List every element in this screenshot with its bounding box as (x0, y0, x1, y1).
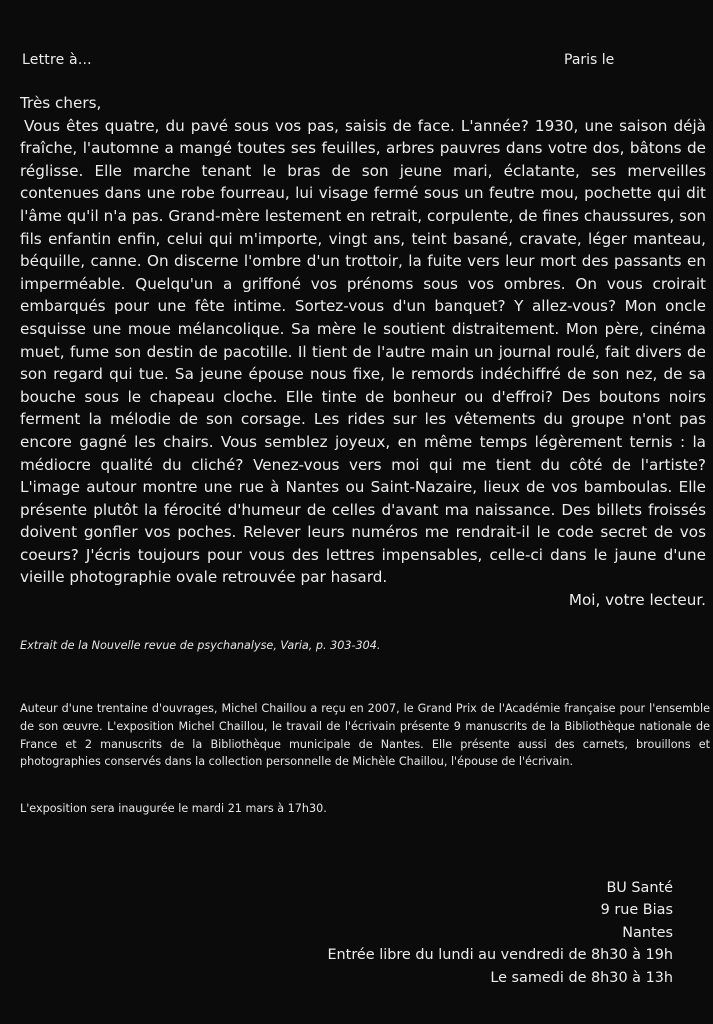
inauguration-notice: L'exposition sera inaugurée le mardi 21 mars à 17h30. (20, 802, 327, 815)
venue-city: Nantes (622, 924, 673, 941)
letter-salutation: Très chers, (20, 94, 102, 112)
opening-hours-weekdays: Entrée libre du lundi au vendredi de 8h30 à 19h (327, 947, 673, 964)
letter-block (20, 92, 706, 612)
source-citation: Extrait de la Nouvelle revue de psychanalyse, Varia, p. 303-304. (20, 639, 381, 652)
letter-signature: Moi, votre lecteur. (568, 591, 706, 610)
venue-street: 9 rue Bias (600, 902, 673, 919)
letter-place-date: Paris le (564, 52, 615, 68)
opening-hours-saturday: Le samedi de 8h30 à 13h (490, 969, 673, 986)
venue-name: BU Santé (606, 880, 673, 896)
letter-heading: Lettre à... (22, 52, 92, 68)
letter-body: Vous êtes quatre, du pavé sous vos pas, saisis de face. L'année? 1930, une saison déjà fraîche, l'automne a mangé toutes ses feuilles, arbres pauvres dans votre dos, bâtons de réglisse. Elle marche tenant le bras de son jeune mari, éclatante, ses merveilles contenues dans une robe fourreau, lui visage fermé sous un feutre mou, pochette qui dit l'âme qu'il n'a pas. Grand-mère lestement en retrait, corpulente, de fines chaussures, son fils enfantin enfin, celui qui m'importe, vingt ans, teint basané, cravate, léger manteau, béquille, canne. On discerne l'ombre d'un trottoir, la fuite vers leur mort des passants en imperméable. Quelqu'un a griffoné vos prénoms sous vos ombres. On vous croirait embarqués pour une fête intime. Sortez-vous d'un banquet? Y allez-vous? Mon oncle esquisse une moue mélancolique. Sa mère le soutient distraitement. Mon père, cinéma muet, fume son destin de pacotille. Il tient de l'autre main un journal roulé, fait divers de son regard qui tue. Sa jeune épouse nous fixe, le remords indéchiffré de son nez, de sa bouche sous le chapeau cloche. Elle tinte de bonheur ou d'effroi? Des boutons noirs ferment la mélodie de son corsage. Les rides sur les vêtements du groupe n'ont pas encore gagné les chairs. Vous semblez joyeux, en même temps légèrement ternis : la médiocre qualité du cliché? Venez-vous vers moi qui me tient du côté de l'artiste? L'image autour montre une rue à Nantes ou Saint-Nazaire, lieux de vos bamboulas. Elle présente plutôt la férocité d'humeur de celles d'avant ma naissance. Des billets froissés doivent gonfler vos poches. Relever leurs numéros me rendrait-il le code secret de vos coeurs? J'écris toujours pour vous des lettres impensables, celle-ci dans le jaune d'une vieille photographie ovale retrouvée par hasard. (20, 116, 706, 587)
venue-address (327, 877, 673, 989)
author-about-paragraph: Auteur d'une trentaine d'ouvrages, Michel Chaillou a reçu en 2007, le Grand Prix de l'Académie française pour l'ensemble de son œuvre. L'exposition Michel Chaillou, le travail de l'écrivain présente 9 manuscrits de la Bibliothèque nationale de France et 2 manuscrits de la Bibliothèque municipale de Nantes. Elle présente aussi des carnets, brouillons et photographies conservés dans la collection personnelle de Michèle Chaillou, l'épouse de l'écrivain. (20, 702, 710, 769)
